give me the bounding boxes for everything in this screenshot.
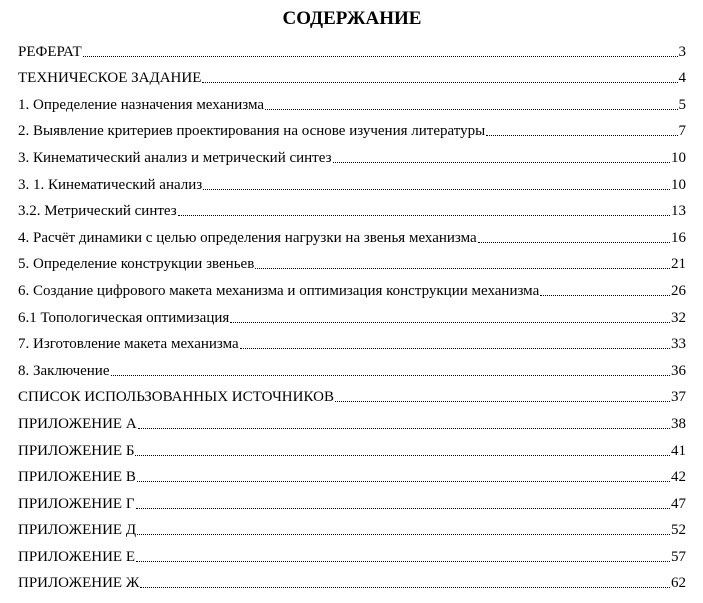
toc-entry-page-number: 10	[671, 149, 686, 166]
toc-entry-page-number: 37	[671, 389, 686, 406]
toc-dot-leader	[135, 454, 670, 456]
toc-entry-page-number: 32	[671, 309, 686, 326]
toc-dot-leader	[230, 321, 670, 323]
toc-dot-leader	[111, 374, 671, 376]
toc-entry-label: ПРИЛОЖЕНИЕ А	[18, 415, 137, 432]
toc-entry-page-number: 36	[671, 362, 686, 379]
toc-entry-page-number: 16	[671, 229, 686, 246]
toc-entry-label: 8. Заключение	[18, 362, 110, 379]
toc-entry	[18, 327, 686, 354]
toc-entry	[18, 539, 686, 566]
toc-dot-leader	[265, 108, 677, 110]
toc-entry-label: ПРИЛОЖЕНИЕ Е	[18, 548, 135, 565]
toc-dot-leader	[540, 294, 670, 296]
toc-entry-label: СПИСОК ИСПОЛЬЗОВАННЫХ ИСТОЧНИКОВ	[18, 389, 334, 406]
toc-entry-page-number: 26	[671, 282, 686, 299]
toc-entry	[18, 34, 686, 61]
toc-entry-label: РЕФЕРАТ	[18, 43, 82, 60]
toc-entry-page-number: 10	[671, 176, 686, 193]
toc-entry	[18, 406, 686, 433]
toc-dot-leader	[478, 241, 670, 243]
toc-dot-leader	[136, 560, 670, 562]
toc-entry-page-number: 57	[671, 548, 686, 565]
toc-entry	[18, 194, 686, 221]
toc-dot-leader	[140, 586, 670, 588]
toc-entry-label: 5. Определение конструкции звеньев	[18, 256, 255, 273]
toc-entry	[18, 353, 686, 380]
page-title: СОДЕРЖАНИЕ	[282, 8, 422, 29]
toc-dot-leader	[486, 134, 677, 136]
toc-dot-leader	[178, 214, 670, 216]
toc-entry	[18, 61, 686, 88]
toc-entry-label: 1. Определение назначения механизма	[18, 96, 265, 113]
toc-entry-label: 3. 1. Кинематический анализ	[18, 176, 203, 193]
toc-dot-leader	[136, 507, 671, 509]
toc-entry-label: 7. Изготовление макета механизма	[18, 336, 239, 353]
toc-entry-page-number: 5	[678, 96, 686, 113]
toc-dot-leader	[203, 188, 670, 190]
toc-entry-page-number: 41	[671, 442, 686, 459]
toc-entry-label: 6.1 Топологическая оптимизация	[18, 309, 230, 326]
toc-entry-page-number: 62	[671, 575, 686, 592]
toc-entry-page-number: 7	[678, 123, 686, 140]
toc-dot-leader	[83, 55, 678, 57]
toc-entry	[18, 220, 686, 247]
toc-entry	[18, 247, 686, 274]
toc-entry	[18, 167, 686, 194]
toc-entry-page-number: 21	[671, 256, 686, 273]
toc-entry-label: 4. Расчёт динамики с целью определения нагрузки на звенья механизма	[18, 229, 477, 246]
toc-entry-label: ПРИЛОЖЕНИЕ Д	[18, 522, 137, 539]
toc-entry-label: ПРИЛОЖЕНИЕ Ж	[18, 575, 140, 592]
toc-entry	[18, 566, 686, 593]
toc-entry-page-number: 13	[671, 203, 686, 220]
toc-entry-page-number: 47	[671, 495, 686, 512]
toc-entry-label: ПРИЛОЖЕНИЕ В	[18, 469, 136, 486]
toc-entry	[18, 380, 686, 407]
toc-dot-leader	[240, 347, 670, 349]
toc-entry-page-number: 38	[671, 415, 686, 432]
toc-entry-page-number: 52	[671, 522, 686, 539]
toc-list	[18, 34, 686, 592]
toc-entry-page-number: 42	[671, 469, 686, 486]
toc-entry	[18, 300, 686, 327]
toc-entry	[18, 273, 686, 300]
toc-entry	[18, 486, 686, 513]
toc-entry	[18, 433, 686, 460]
toc-entry-label: ПРИЛОЖЕНИЕ Г	[18, 495, 135, 512]
toc-entry-label: 6. Создание цифрового макета механизма и оптимизация конструкции механизма	[18, 282, 540, 299]
toc-entry	[18, 513, 686, 540]
toc-entry-page-number: 3	[678, 43, 686, 60]
toc-entry-label: ТЕХНИЧЕСКОЕ ЗАДАНИЕ	[18, 70, 202, 87]
toc-entry-page-number: 33	[671, 336, 686, 353]
toc-dot-leader	[335, 400, 670, 402]
toc-entry	[18, 460, 686, 487]
toc-dot-leader	[138, 427, 670, 429]
toc-dot-leader	[255, 267, 670, 269]
toc-entry	[18, 114, 686, 141]
toc-entry-label: 3.2. Метрический синтез	[18, 203, 177, 220]
toc-entry-label: 2. Выявление критериев проектирования на основе изучения литературы	[18, 123, 486, 140]
toc-dot-leader	[333, 161, 671, 163]
toc-dot-leader	[202, 81, 677, 83]
toc-entry-label: ПРИЛОЖЕНИЕ Б	[18, 442, 135, 459]
toc-entry	[18, 87, 686, 114]
toc-dot-leader	[137, 533, 670, 535]
toc-entry	[18, 140, 686, 167]
toc-entry-label: 3. Кинематический анализ и метрический синтез	[18, 149, 332, 166]
toc-entry-page-number: 4	[678, 70, 686, 87]
toc-dot-leader	[137, 480, 670, 482]
